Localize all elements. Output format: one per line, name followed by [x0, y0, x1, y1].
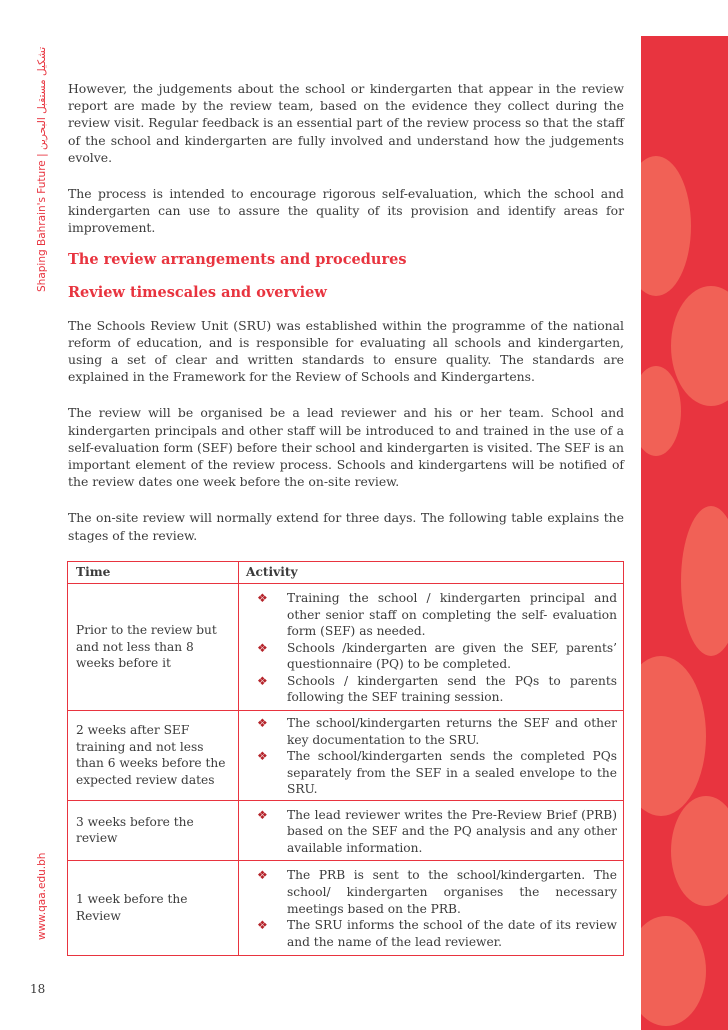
activity-text: The PRB is sent to the school/kindergarten. The school/ kindergarten organises the necessary meetings based on the PRB.: [287, 868, 617, 916]
diamond-bullet-icon: ❖: [257, 640, 268, 655]
activity-cell: [239, 800, 624, 860]
activity-text: The school/kindergarten sends the completed PQs separately from the SEF in a sealed envelope to the SRU.: [287, 749, 617, 797]
time-cell: 1 week before the Review: [68, 860, 239, 955]
decorative-shape: [671, 796, 728, 906]
paragraph-sru: The Schools Review Unit (SRU) was established within the programme of the national reform of education, and is responsible for evaluating all schools and kindergarten, using a set of clear and written standards to ensure quality. The standards are explained in the Framework for the Review of Schools and Kindergartens.: [68, 317, 624, 385]
decorative-shape: [641, 656, 706, 816]
paragraph-judgements: However, the judgements about the school or kindergarten that appear in the review report are made by the review team, based on the evidence they collect during the review visit. Regular feedback is an essential part of the review process so that the staff of the school and kindergarten are fully involved and understand how the judgements evolve.: [68, 81, 624, 165]
activity-item: [245, 590, 617, 640]
activity-cell: [239, 711, 624, 801]
paragraph-self-evaluation: The process is intended to encourage rigorous self-evaluation, which the school and kindergarten can use to assure the quality of its provision and identify areas for improvement.: [68, 186, 624, 236]
page-number: 18: [30, 982, 46, 996]
activity-text: The SRU informs the school of the date of its review and the name of the lead reviewer.: [287, 918, 617, 949]
decorative-shape: [671, 286, 728, 406]
main-content: [68, 80, 624, 544]
decorative-shape: [681, 506, 728, 656]
section-heading: The review arrangements and procedures: [68, 250, 407, 268]
activity-text: Schools /kindergarten are given the SEF, parents’ questionnaire (PQ) to be completed.: [287, 640, 617, 672]
activity-item: [245, 640, 617, 673]
table-row: [68, 584, 624, 711]
subsection-heading: Review timescales and overview: [68, 283, 327, 301]
activity-item: [245, 917, 617, 950]
paragraph-onsite-review: The on-site review will normally extend for three days. The following table explains the stages of the review.: [68, 510, 624, 543]
decorative-shape: [641, 156, 691, 296]
activity-cell: [239, 584, 624, 711]
decorative-shape: [641, 366, 681, 456]
activity-cell: [239, 860, 624, 955]
activity-text: Schools / kindergarten send the PQs to parents following the SEF training session.: [287, 673, 617, 705]
diamond-bullet-icon: ❖: [257, 673, 268, 688]
column-header-time: Time: [68, 562, 239, 584]
sidebar-website: www.qaa.edu.bh: [36, 852, 48, 940]
table-row: [68, 860, 624, 955]
activity-item: [245, 715, 617, 748]
decorative-side-band: [641, 36, 728, 1030]
activity-text: The lead reviewer writes the Pre-Review Brief (PRB) based on the SEF and the PQ analysis and any other available information.: [287, 807, 617, 855]
diamond-bullet-icon: ❖: [257, 918, 268, 933]
activity-item: [245, 673, 617, 706]
activity-text: Training the school / kindergarten principal and other senior staff on completing the self- evaluation form (SEF) as needed.: [287, 590, 617, 639]
activity-item: [245, 807, 617, 857]
table-row: [68, 711, 624, 801]
table-row: [68, 800, 624, 860]
diamond-bullet-icon: ❖: [257, 716, 268, 730]
decorative-shape: [641, 916, 706, 1026]
table-header-row: [68, 562, 624, 584]
time-cell: Prior to the review but and not less than 8 weeks before it: [68, 584, 239, 711]
time-cell: 2 weeks after SEF training and not less than 6 weeks before the expected review dates: [68, 711, 239, 801]
column-header-activity: Activity: [239, 562, 624, 584]
paragraph-review-organisation: The review will be organised be a lead reviewer and his or her team. School and kindergarten principals and other staff will be introduced to and trained in the use of a self-evaluation form (SEF) before their school and kindergarten is visited. The SEF is an important element of the review process. Schools and kindergartens will be notified of the review dates one week before the on-site review.: [68, 405, 624, 490]
diamond-bullet-icon: ❖: [257, 868, 268, 883]
diamond-bullet-icon: ❖: [257, 590, 268, 605]
diamond-bullet-icon: ❖: [257, 807, 268, 822]
time-cell: 3 weeks before the review: [68, 800, 239, 860]
sidebar-tagline: Shaping Bahrain's Future | تشكيل مستقبل البحرين: [36, 46, 48, 292]
activity-item: [245, 748, 617, 798]
activity-text: The school/kindergarten returns the SEF and other key documentation to the SRU.: [287, 716, 617, 747]
review-stages-table: [67, 561, 624, 956]
diamond-bullet-icon: ❖: [257, 749, 268, 764]
activity-item: [245, 867, 617, 917]
